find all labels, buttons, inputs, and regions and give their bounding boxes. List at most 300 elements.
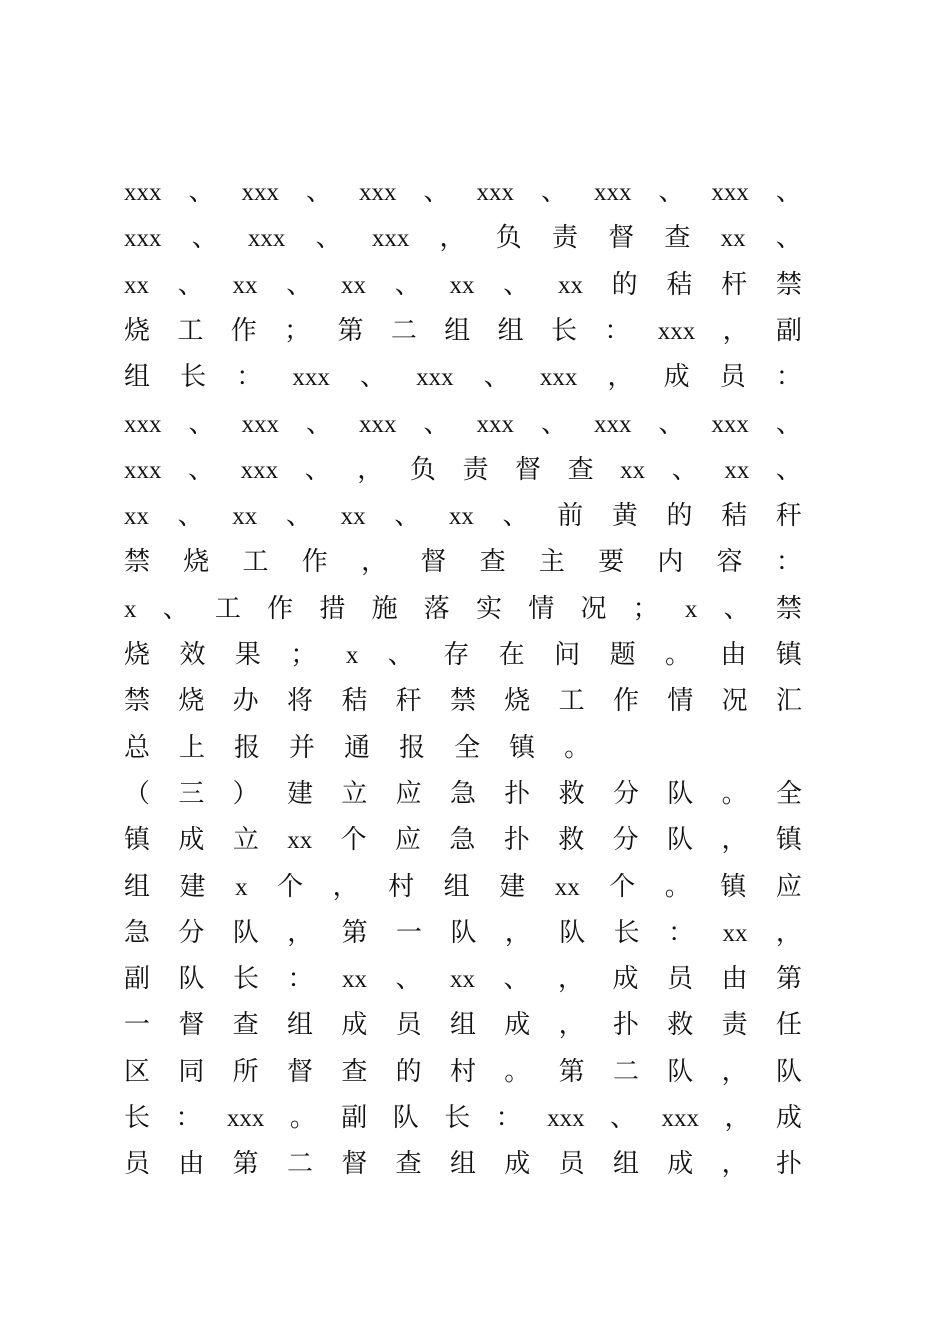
text-line xyxy=(124,315,802,348)
text-line xyxy=(124,639,802,672)
text-token: 、 xyxy=(188,408,215,439)
text-token: 救 xyxy=(558,825,585,856)
text-token: 。 xyxy=(665,640,692,670)
text-line xyxy=(124,1148,802,1180)
text-token: 镇 xyxy=(775,640,802,670)
text-token: 、 xyxy=(177,269,204,300)
text-token: 禁 xyxy=(124,686,151,717)
text-line xyxy=(124,269,802,302)
text-token: ， xyxy=(287,917,314,948)
text-token: 作 xyxy=(612,686,639,717)
text-token: 、 xyxy=(775,223,802,254)
text-token: 查 xyxy=(664,223,691,254)
text-token: 内 xyxy=(657,547,684,578)
text-token: 作 xyxy=(230,315,257,346)
text-token: xxx xyxy=(241,410,279,438)
text-token: 。 xyxy=(564,732,591,763)
text-line xyxy=(124,1102,802,1135)
text-token: 组 xyxy=(444,315,471,346)
text-token: 队 xyxy=(178,964,205,995)
text-token: 队 xyxy=(392,1103,419,1133)
text-token: xxx xyxy=(416,364,454,392)
text-token: 员 xyxy=(558,1149,585,1180)
text-token: xx xyxy=(232,503,258,531)
text-line xyxy=(124,176,802,209)
text-token: 秆 xyxy=(395,686,422,717)
text-token: xx xyxy=(124,503,149,531)
text-token: 应 xyxy=(395,825,422,856)
text-token: xxx xyxy=(247,225,286,253)
text-token: xxx xyxy=(241,179,279,206)
text-token: xxx xyxy=(358,179,397,206)
text-token: 问 xyxy=(554,640,581,670)
text-token: ； xyxy=(632,593,659,624)
text-token: 全 xyxy=(454,732,481,763)
text-token: 、 xyxy=(775,177,802,207)
text-token: 作 xyxy=(301,547,328,578)
text-token: 、 xyxy=(188,177,215,207)
text-token: 由 xyxy=(721,964,748,995)
text-token: 前 xyxy=(557,501,584,532)
text-token: 、 xyxy=(423,177,450,207)
text-token: 长 xyxy=(551,315,578,346)
text-token: 工 xyxy=(177,315,204,346)
text-token: 急 xyxy=(124,917,151,948)
text-token: 总 xyxy=(124,732,151,763)
text-token: 责 xyxy=(462,454,489,485)
text-token: 办 xyxy=(232,686,259,717)
text-token: 全 xyxy=(775,778,802,809)
text-token: （ xyxy=(124,778,151,809)
text-token: 效 xyxy=(179,640,206,670)
text-token: 分 xyxy=(178,917,205,948)
text-token: 实 xyxy=(476,593,503,624)
text-token: xxx xyxy=(593,410,632,438)
text-token: 队 xyxy=(667,825,694,856)
text-token: 作 xyxy=(267,593,294,624)
text-token: xxx xyxy=(358,410,397,438)
text-token: 。 xyxy=(664,871,691,902)
text-token: 负 xyxy=(409,454,436,485)
text-token: 建 xyxy=(179,871,206,902)
text-token: 、 xyxy=(503,269,530,300)
text-token: 组 xyxy=(124,362,151,393)
text-token: 上 xyxy=(179,732,206,763)
text-token: ； xyxy=(284,315,311,346)
text-token: 组 xyxy=(612,1149,639,1180)
text-token: xx xyxy=(342,966,367,994)
text-line xyxy=(124,917,802,950)
text-token: 存 xyxy=(443,640,470,670)
text-token: xx xyxy=(448,503,474,531)
text-token: xxx xyxy=(371,225,410,253)
text-token: ， xyxy=(722,315,749,346)
text-token: xxx xyxy=(124,456,162,484)
text-token: x xyxy=(345,642,359,669)
text-token: 。 xyxy=(289,1103,316,1133)
text-token: 镇 xyxy=(720,871,747,902)
text-token: 措 xyxy=(319,593,346,624)
text-token: 第 xyxy=(775,964,802,995)
text-token: 报 xyxy=(234,732,261,763)
text-token: 、 xyxy=(191,223,218,254)
text-token: ： xyxy=(604,315,631,346)
text-line xyxy=(124,871,802,904)
text-token: 的 xyxy=(395,1056,422,1087)
text-token: 员 xyxy=(124,1149,151,1180)
text-token: 一 xyxy=(396,917,423,948)
text-token: 、 xyxy=(177,501,204,532)
text-token: 组 xyxy=(286,1010,313,1041)
text-token: 、 xyxy=(394,501,421,532)
text-token: ， xyxy=(721,825,748,856)
text-token: xx xyxy=(557,271,583,299)
text-token: 组 xyxy=(443,871,470,902)
text-token: 查 xyxy=(395,1149,422,1180)
text-token: 成 xyxy=(504,1149,531,1180)
text-line xyxy=(124,546,802,578)
text-token: 任 xyxy=(775,1010,802,1041)
text-token: 汇 xyxy=(775,686,802,717)
text-token: 成 xyxy=(612,964,639,995)
text-token: 员 xyxy=(666,964,693,995)
text-line xyxy=(124,1056,802,1088)
text-token: 扑 xyxy=(775,1149,802,1180)
text-token: xxx xyxy=(124,225,162,253)
text-line xyxy=(124,500,802,533)
text-token: 查 xyxy=(479,547,506,578)
text-token: 施 xyxy=(371,593,398,624)
text-token: xxx xyxy=(711,179,749,206)
text-token: xxx xyxy=(476,179,514,206)
text-token: xxx xyxy=(661,1105,699,1132)
text-token: 查 xyxy=(232,1010,259,1041)
text-token: 果 xyxy=(234,640,261,670)
text-token: 烧 xyxy=(183,547,210,578)
text-line xyxy=(124,732,802,764)
text-token: 主 xyxy=(538,547,565,578)
text-token: 、 xyxy=(162,593,189,624)
text-token: 要 xyxy=(598,547,625,578)
text-token: ： xyxy=(495,1103,522,1133)
text-token: 应 xyxy=(395,778,422,809)
text-token: 村 xyxy=(449,1056,476,1087)
text-token: 况 xyxy=(721,686,748,717)
text-token: 、 xyxy=(540,408,567,439)
text-token: 、 xyxy=(305,177,332,207)
text-token: ， xyxy=(558,1010,585,1041)
text-token: ） xyxy=(232,778,259,809)
text-token: 、 xyxy=(359,362,386,393)
text-token: 成 xyxy=(775,1103,802,1133)
text-token: ， xyxy=(721,1056,748,1087)
text-token: 第 xyxy=(337,315,364,346)
text-token: xx xyxy=(722,919,748,947)
text-token: 、 xyxy=(315,223,342,254)
text-token: 落 xyxy=(423,593,450,624)
text-token: 在 xyxy=(498,640,525,670)
text-token: 负 xyxy=(495,223,522,254)
text-line xyxy=(124,824,802,857)
text-token: 的 xyxy=(611,269,638,300)
text-token: xx xyxy=(340,503,366,531)
text-line xyxy=(124,593,802,626)
text-token: xxx xyxy=(292,364,330,392)
text-token: ： xyxy=(668,917,695,948)
text-token: xxx xyxy=(711,410,749,438)
text-token: 、 xyxy=(658,177,685,207)
text-token: 烧 xyxy=(178,686,205,717)
text-token: 、 xyxy=(540,177,567,207)
text-token: 镇 xyxy=(775,825,802,856)
text-token: 队 xyxy=(559,917,586,948)
text-token: 秸 xyxy=(721,501,748,532)
text-token: 第 xyxy=(341,917,368,948)
text-token: 黄 xyxy=(611,501,638,532)
text-token: 镇 xyxy=(124,825,151,856)
text-token: xxx xyxy=(547,1105,585,1132)
text-token: xx xyxy=(724,456,750,484)
text-token: 个 xyxy=(277,871,304,902)
text-line xyxy=(124,685,802,717)
text-token: 所 xyxy=(232,1056,259,1087)
text-token: 长 xyxy=(180,362,207,393)
text-token: 应 xyxy=(775,871,802,902)
text-token: 立 xyxy=(341,778,368,809)
text-token: 镇 xyxy=(509,732,536,763)
text-token: 督 xyxy=(420,547,447,578)
text-token: 、 xyxy=(502,501,529,532)
text-token: xxx xyxy=(476,410,514,438)
text-token: 成 xyxy=(667,1149,694,1180)
text-token: 队 xyxy=(775,1056,802,1087)
text-token: 况 xyxy=(580,593,607,624)
text-token: 、 xyxy=(775,408,802,439)
text-token: xx xyxy=(554,873,580,901)
text-token: 查 xyxy=(567,454,594,485)
text-token: 村 xyxy=(388,871,415,902)
text-token: 个 xyxy=(609,871,636,902)
text-token: 分 xyxy=(612,778,639,809)
text-token: xx xyxy=(720,225,746,253)
text-token: ： xyxy=(236,362,263,393)
text-token: 队 xyxy=(667,1056,694,1087)
text-token: 工 xyxy=(214,593,241,624)
text-token: 组 xyxy=(497,315,524,346)
text-token: 个 xyxy=(340,825,367,856)
text-token: 第 xyxy=(232,1149,259,1180)
text-token: 长 xyxy=(613,917,640,948)
text-token: ， xyxy=(607,362,634,393)
text-token: 扑 xyxy=(503,825,530,856)
text-token: 分 xyxy=(612,825,639,856)
text-token: 副 xyxy=(775,315,802,346)
text-token: xx xyxy=(232,271,258,299)
text-token: 、 xyxy=(395,964,422,995)
text-token: 督 xyxy=(608,223,635,254)
text-token: 秆 xyxy=(775,501,802,532)
text-token: 、 xyxy=(503,964,530,995)
text-token: ， xyxy=(361,547,388,578)
text-token: 急 xyxy=(449,778,476,809)
text-token: 禁 xyxy=(775,593,802,624)
text-token: 督 xyxy=(515,454,542,485)
text-token: 成 xyxy=(663,362,690,393)
text-token: 督 xyxy=(341,1149,368,1180)
text-token: 禁 xyxy=(775,269,802,300)
text-token: 秸 xyxy=(666,269,693,300)
text-token: xxx xyxy=(240,456,279,484)
text-token: 督 xyxy=(286,1056,313,1087)
text-token: 建 xyxy=(499,871,526,902)
text-token: 、 xyxy=(483,362,510,393)
text-token: ， xyxy=(357,454,384,485)
text-token: 通 xyxy=(344,732,371,763)
text-token: 烧 xyxy=(504,686,531,717)
text-token: 情 xyxy=(667,686,694,717)
text-token: 救 xyxy=(558,778,585,809)
text-token: ， xyxy=(775,917,802,948)
text-token: 、 xyxy=(723,593,750,624)
text-token: 工 xyxy=(558,686,585,717)
text-token: xxx xyxy=(226,1105,265,1132)
text-token: 杆 xyxy=(721,269,748,300)
text-token: ： xyxy=(175,1103,202,1133)
text-token: 员 xyxy=(719,362,746,393)
text-token: ， xyxy=(557,964,584,995)
text-token: 题 xyxy=(609,640,636,670)
text-line xyxy=(124,778,802,810)
text-token: x xyxy=(124,595,137,623)
text-token: 二 xyxy=(612,1056,639,1087)
text-token: x xyxy=(235,873,248,901)
text-token: xxx xyxy=(124,410,162,438)
text-token: 、 xyxy=(658,408,685,439)
text-token: 队 xyxy=(667,778,694,809)
text-token: ： xyxy=(775,547,802,578)
text-line xyxy=(124,454,802,487)
text-token: 情 xyxy=(528,593,555,624)
text-token: 、 xyxy=(610,1103,637,1133)
text-token: 、 xyxy=(394,269,421,300)
text-token: 督 xyxy=(178,1010,205,1041)
text-token: 同 xyxy=(178,1056,205,1087)
text-token: x xyxy=(684,595,698,623)
text-token: 长 xyxy=(233,964,260,995)
text-token: 容 xyxy=(716,547,743,578)
text-line xyxy=(124,361,802,394)
text-token: xxx xyxy=(539,364,578,392)
text-token: 、 xyxy=(286,269,313,300)
text-token: 由 xyxy=(720,640,747,670)
text-token: 二 xyxy=(390,315,417,346)
text-token: ； xyxy=(290,640,317,670)
text-token: 报 xyxy=(399,732,426,763)
text-token: 。 xyxy=(504,1056,531,1087)
text-token: 一 xyxy=(124,1010,151,1041)
text-token: xxx xyxy=(657,317,696,345)
text-token: xxx xyxy=(124,179,162,206)
text-token: 第 xyxy=(558,1056,585,1087)
text-line xyxy=(124,1009,802,1041)
text-token: ： xyxy=(287,964,314,995)
text-token: 成 xyxy=(341,1010,368,1041)
text-token: ， xyxy=(724,1103,751,1133)
text-token: 扑 xyxy=(612,1010,639,1041)
text-token: 组 xyxy=(449,1149,476,1180)
text-token: xx xyxy=(340,271,366,299)
text-token: ： xyxy=(775,362,802,393)
text-token: 、 xyxy=(285,501,312,532)
text-token: 禁 xyxy=(449,686,476,717)
text-token: 组 xyxy=(449,1010,476,1041)
text-token: 二 xyxy=(286,1149,313,1180)
text-token: 成 xyxy=(178,825,205,856)
text-token: 、 xyxy=(304,454,331,485)
text-token: 扑 xyxy=(504,778,531,809)
text-token: 队 xyxy=(450,917,477,948)
text-token: 查 xyxy=(341,1056,368,1087)
text-token: ， xyxy=(721,1149,748,1180)
text-token: 责 xyxy=(721,1010,748,1041)
text-line xyxy=(124,408,802,441)
text-token: 急 xyxy=(449,825,476,856)
text-token: 、 xyxy=(387,640,414,670)
text-token: xx xyxy=(449,271,475,299)
text-token: 的 xyxy=(666,501,693,532)
text-token: 将 xyxy=(286,686,313,717)
text-token: 工 xyxy=(242,547,269,578)
text-token: 组 xyxy=(124,871,151,902)
text-token: 、 xyxy=(188,454,215,485)
text-token: xx xyxy=(449,966,475,994)
text-token: 、 xyxy=(671,454,698,485)
text-token: 烧 xyxy=(124,640,151,670)
text-line xyxy=(124,222,802,255)
text-line xyxy=(124,963,802,996)
text-token: 区 xyxy=(124,1056,151,1087)
text-token: 立 xyxy=(232,825,259,856)
text-token: ， xyxy=(439,223,466,254)
text-token: 长 xyxy=(124,1103,151,1133)
text-token: ， xyxy=(332,871,359,902)
text-token: 责 xyxy=(551,223,578,254)
text-token: 禁 xyxy=(124,547,151,578)
text-token: 三 xyxy=(178,778,205,809)
text-token: 由 xyxy=(178,1149,205,1180)
text-token: 、 xyxy=(775,454,802,485)
text-token: 成 xyxy=(504,1010,531,1041)
text-token: 副 xyxy=(124,964,151,995)
text-token: 秸 xyxy=(341,686,368,717)
text-token: xx xyxy=(620,456,646,484)
text-token: 烧 xyxy=(124,315,151,346)
text-token: 。 xyxy=(721,778,748,809)
text-token: 员 xyxy=(395,1010,422,1041)
text-token: xx xyxy=(287,827,313,855)
text-token: 队 xyxy=(232,917,259,948)
text-token: 救 xyxy=(667,1010,694,1041)
text-token: xxx xyxy=(593,179,632,206)
text-token: 长 xyxy=(444,1103,471,1133)
text-token: 并 xyxy=(289,732,316,763)
text-token: 副 xyxy=(341,1103,368,1133)
text-token: xx xyxy=(124,271,149,299)
text-token: 、 xyxy=(423,408,450,439)
text-token: ， xyxy=(504,917,531,948)
text-token: 、 xyxy=(305,408,332,439)
text-token: 建 xyxy=(286,778,313,809)
